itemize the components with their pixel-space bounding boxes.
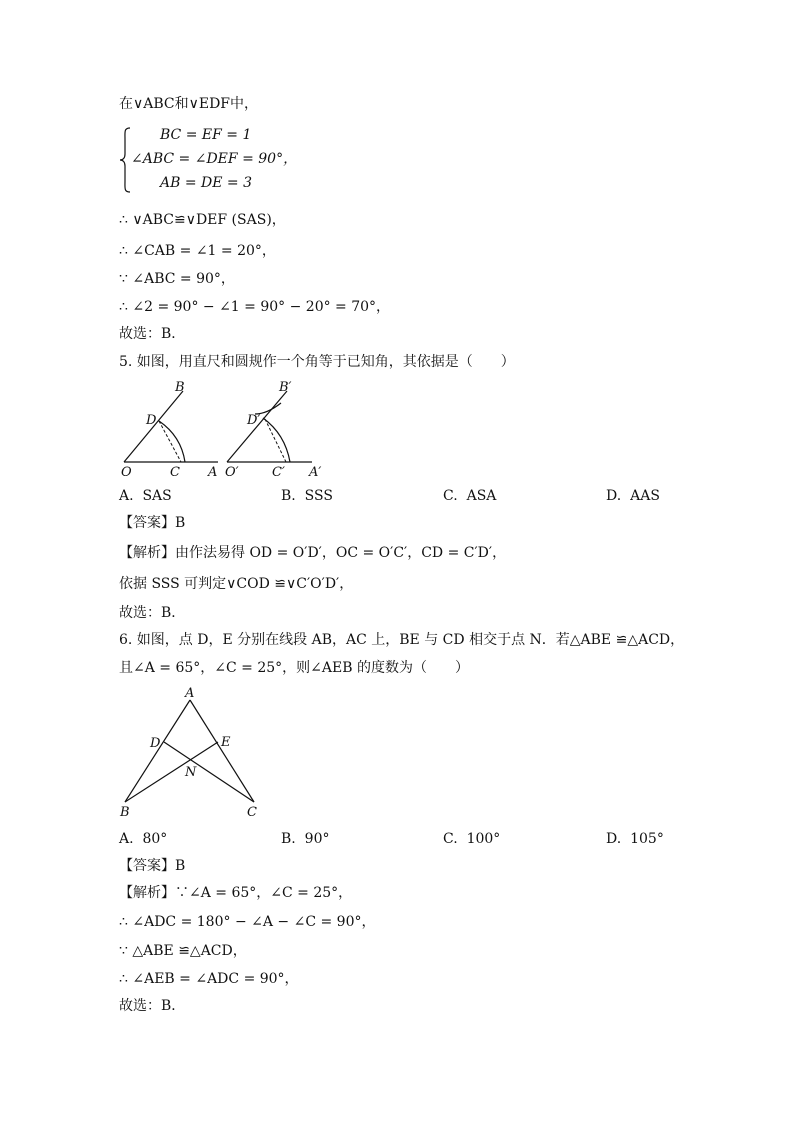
label-C: C	[247, 805, 257, 820]
segment-ac	[190, 700, 254, 802]
label-D: D	[150, 736, 161, 751]
label-D: D	[146, 413, 157, 428]
q5-stem: 5. 如图，用直尺和圆规作一个角等于已知角，其依据是（ ）	[119, 354, 515, 370]
label-B: B	[120, 805, 130, 820]
label-O: O	[121, 465, 132, 478]
label-D-prime: D′	[247, 413, 261, 428]
q5-analysis-1: 【解析】由作法易得 OD = O′D′，OC = O′C′，CD = C′D′，	[119, 545, 507, 561]
segment-cd	[164, 742, 254, 802]
q5-answer: 【答案】B	[119, 515, 186, 531]
q6-figure	[115, 684, 275, 820]
q6-answer: 【答案】B	[119, 858, 186, 874]
system-eq-2: ∠ABC = ∠DEF = 90°，	[131, 151, 298, 167]
label-E: E	[221, 735, 231, 750]
q5-option-d[interactable]: D. AAS	[606, 488, 660, 504]
label-B-prime: B′	[279, 380, 292, 395]
q6-option-d[interactable]: D. 105°	[606, 831, 664, 847]
prev-step-4: ∴ ∠2 = 90° − ∠1 = 90° − 20° = 70°，	[119, 299, 391, 315]
label-C: C	[170, 465, 180, 478]
q6-analysis-3: ∵ △ABE ≌△ACD，	[119, 943, 247, 959]
q5-figure	[115, 378, 345, 478]
system-eq-3: AB = DE = 3	[160, 175, 253, 191]
segment-ab	[125, 700, 190, 802]
q5-option-b[interactable]: B. SSS	[281, 488, 333, 504]
system-eq-1: BC = EF = 1	[160, 127, 252, 143]
q6-analysis-2: ∴ ∠ADC = 180° − ∠A − ∠C = 90°，	[119, 914, 376, 930]
label-A: A	[185, 686, 195, 701]
system-brace	[119, 127, 131, 193]
label-A: A	[208, 465, 218, 478]
q5-analysis-2: 依据 SSS 可判定∨COD ≌∨C′O′D′，	[119, 576, 354, 592]
q6-stem-line-2: 且∠A = 65°，∠C = 25°，则∠AEB 的度数为（ ）	[119, 660, 469, 676]
q6-analysis-4: ∴ ∠AEB = ∠ADC = 90°，	[119, 971, 299, 987]
q5-analysis-3: 故选：B．	[119, 605, 186, 621]
q6-stem-line-1: 6. 如图，点 D，E 分别在线段 AB，AC 上，BE 与 CD 相交于点 N．若△ABE ≌△ACD，	[119, 632, 685, 648]
q6-analysis-5: 故选：B．	[119, 998, 186, 1014]
prev-step-3: ∵ ∠ABC = 90°，	[119, 271, 235, 287]
arc-cd	[159, 421, 185, 462]
prev-intro: 在∨ABC和∨EDF中，	[119, 96, 259, 112]
label-N: N	[185, 765, 197, 780]
prev-step-1: ∴ ∨ABC≌∨DEF (SAS)，	[119, 212, 286, 228]
q5-option-a[interactable]: A. SAS	[119, 488, 172, 504]
segment-be	[125, 742, 218, 802]
prev-step-5: 故选：B．	[119, 326, 186, 342]
q5-option-c[interactable]: C. ASA	[443, 488, 497, 504]
label-A-prime: A′	[309, 465, 322, 478]
arc-c-prime	[263, 418, 290, 462]
q6-analysis-1: 【解析】∵∠A = 65°，∠C = 25°，	[119, 885, 353, 901]
prev-step-2: ∴ ∠CAB = ∠1 = 20°，	[119, 243, 276, 259]
q6-option-b[interactable]: B. 90°	[281, 831, 330, 847]
label-B: B	[175, 380, 185, 395]
q6-option-a[interactable]: A. 80°	[119, 831, 168, 847]
q6-option-c[interactable]: C. 100°	[443, 831, 501, 847]
label-O-prime: O′	[225, 465, 239, 478]
label-C-prime: C′	[272, 465, 285, 478]
